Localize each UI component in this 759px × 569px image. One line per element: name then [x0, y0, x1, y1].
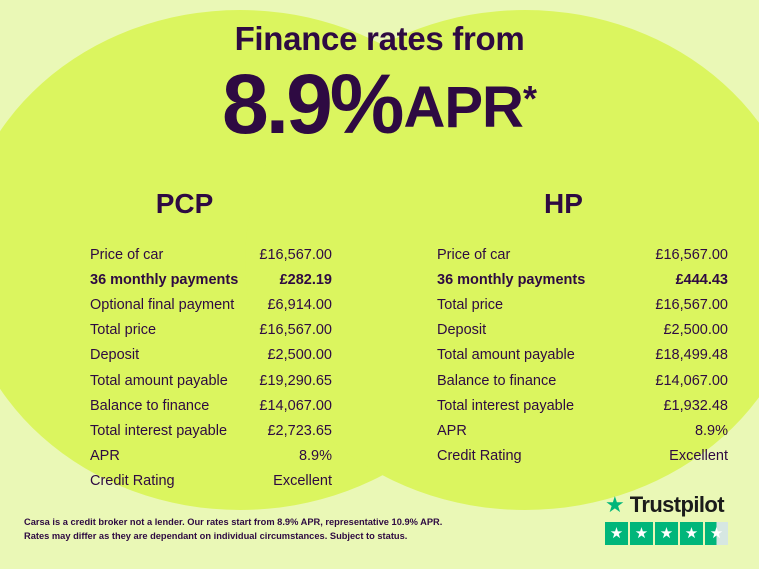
row-value: Excellent	[273, 473, 332, 490]
row-value: £14,067.00	[655, 372, 728, 389]
row-value: £19,290.65	[259, 372, 332, 389]
hero-rate-value: 8.9%	[222, 57, 402, 151]
table-row	[90, 444, 332, 469]
row-value: £14,067.00	[259, 397, 332, 414]
row-value: 8.9%	[694, 422, 728, 439]
row-value: £16,567.00	[655, 296, 728, 313]
table-row	[437, 242, 728, 267]
trustpilot-logo	[605, 492, 735, 518]
row-value: £444.43	[675, 271, 728, 288]
row-label: Price of car	[437, 246, 511, 263]
hp-rows	[437, 242, 728, 469]
row-label: Optional final payment	[90, 296, 235, 313]
row-label: 36 monthly payments	[90, 271, 239, 288]
star-icon	[605, 522, 628, 545]
pcp-rows	[90, 242, 332, 494]
row-label: 36 monthly payments	[437, 271, 586, 288]
row-label: Deposit	[90, 347, 140, 364]
trustpilot-badge	[605, 492, 735, 545]
column-title-pcp: PCP	[155, 188, 214, 219]
table-row	[437, 318, 728, 343]
row-value: £18,499.48	[655, 347, 728, 364]
row-value: £16,567.00	[259, 322, 332, 339]
star-icon	[655, 522, 678, 545]
row-label: APR	[437, 422, 467, 439]
table-row	[90, 292, 332, 317]
table-row	[437, 368, 728, 393]
table-row	[437, 393, 728, 418]
row-label: Total amount payable	[437, 347, 575, 364]
table-row	[90, 418, 332, 443]
hero-rate-apr: APR	[403, 75, 523, 140]
row-label: Total amount payable	[90, 372, 228, 389]
row-value: £16,567.00	[259, 246, 332, 263]
row-label: Credit Rating	[90, 473, 175, 490]
star-glyph: ★	[609, 525, 624, 542]
row-label: Total interest payable	[90, 422, 228, 439]
page-title: Finance rates from	[234, 20, 525, 57]
table-row	[437, 418, 728, 443]
table-row	[90, 318, 332, 343]
row-value: 8.9%	[298, 448, 332, 465]
trustpilot-rating	[605, 522, 735, 545]
row-label: APR	[90, 448, 120, 465]
row-label: Credit Rating	[437, 448, 522, 465]
table-row	[90, 242, 332, 267]
table-row	[90, 393, 332, 418]
table-row	[437, 444, 728, 469]
row-value: £1,932.48	[663, 397, 728, 414]
hero-rate	[0, 57, 759, 151]
row-value: £16,567.00	[655, 246, 728, 263]
row-value: £2,723.65	[267, 422, 332, 439]
table-row	[437, 292, 728, 317]
star-glyph: ★	[684, 525, 699, 542]
table-row	[437, 267, 728, 292]
row-value: £2,500.00	[663, 322, 728, 339]
row-label: Deposit	[437, 322, 487, 339]
finance-column-hp	[379, 188, 758, 494]
table-row	[90, 469, 332, 494]
row-label: Total price	[90, 322, 157, 339]
row-value: £6,914.00	[267, 296, 332, 313]
table-row	[90, 343, 332, 368]
table-row	[90, 267, 332, 292]
row-label: Balance to finance	[90, 397, 210, 414]
table-row	[437, 343, 728, 368]
row-value: Excellent	[669, 448, 728, 465]
trustpilot-wordmark: Trustpilot	[629, 492, 724, 517]
column-title-hp: HP	[544, 188, 583, 219]
hero-rate-asterisk: *	[522, 78, 537, 119]
star-glyph: ★	[634, 525, 649, 542]
finance-column-pcp	[0, 188, 379, 494]
row-value: £282.19	[279, 271, 332, 288]
star-glyph: ★	[659, 525, 674, 542]
row-label: Price of car	[90, 246, 164, 263]
row-label: Total interest payable	[437, 397, 575, 414]
row-label: Total price	[437, 296, 504, 313]
row-value: £2,500.00	[267, 347, 332, 364]
star-icon	[630, 522, 653, 545]
star-icon	[680, 522, 703, 545]
disclaimer-line-2: Rates may differ as they are dependant on individual circumstances. Subject to status.	[24, 530, 408, 541]
disclaimer-line-1: Carsa is a credit broker not a lender. Our rates start from 8.9% APR, representative 10.9% APR.	[24, 517, 443, 528]
trustpilot-star-icon: ★	[605, 492, 625, 517]
row-label: Balance to finance	[437, 372, 557, 389]
finance-comparison	[0, 188, 759, 494]
table-row	[90, 368, 332, 393]
star-glyph: ★	[709, 525, 724, 542]
half-star-icon	[705, 522, 728, 545]
disclaimer	[24, 516, 444, 543]
